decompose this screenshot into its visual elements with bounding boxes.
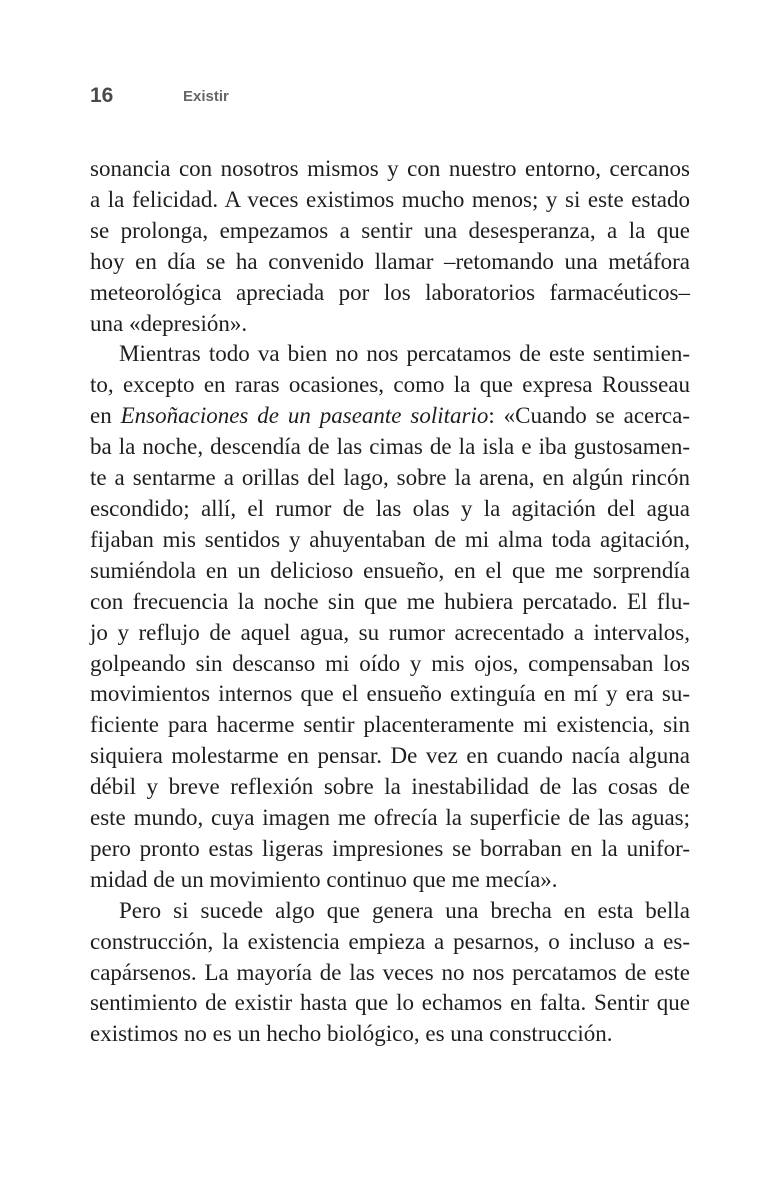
text-line: sentimiento de existir hasta que lo echamos en falta. Sentir que (90, 990, 690, 1016)
text-line: una «depresión». (90, 310, 248, 336)
text-line: sumiéndola en un delicioso ensueño, en el que me sorprendía (90, 557, 690, 583)
paragraph-3 (90, 896, 690, 1051)
book-title: Ensoñaciones de un paseante solitario (120, 403, 489, 429)
body-text (90, 154, 690, 1050)
text-line: con frecuencia la noche sin que me hubiera percatado. El flu- (90, 588, 690, 614)
text-line: movimientos internos que el ensueño extinguía en mí y era su- (90, 681, 690, 707)
text-line: se prolonga, empezamos a sentir una desesperanza, a la que (90, 217, 690, 243)
text-line: golpeando sin descanso mi oído y mis ojos, compensaban los (90, 650, 690, 676)
text-line: a la felicidad. A veces existimos mucho menos; y si este estado (90, 186, 690, 212)
running-title: Existir (183, 88, 229, 105)
text-line: escondido; allí, el rumor de las olas y la agitación del agua (90, 495, 690, 521)
running-head (90, 84, 690, 110)
text-line: Mientras todo va bien no nos percatamos de este sentimien- (119, 341, 690, 367)
page-number: 16 (90, 84, 114, 107)
text-line: Pero si sucede algo que genera una brecha en esta bella (119, 897, 690, 923)
text-line: fijaban mis sentidos y ahuyentaban de mi alma toda agitación, (90, 526, 690, 552)
text-line: capársenos. La mayoría de las veces no nos percatamos de este (90, 959, 690, 985)
text-line: to, excepto en raras ocasiones, como la que expresa Rousseau (90, 372, 690, 398)
text-line: jo y reflujo de aquel agua, su rumor acrecentado a intervalos, (90, 619, 690, 645)
text-line: débil y breve reflexión sobre la inestabilidad de las cosas de (90, 774, 690, 800)
text-line: te a sentarme a orillas del lago, sobre la arena, en algún rincón (90, 465, 690, 491)
text-fragment: : «Cuando se acerca- (488, 403, 690, 429)
text-fragment: en (90, 403, 121, 429)
text-line: existimos no es un hecho biológico, es una construcción. (90, 1021, 613, 1047)
text-line: meteorológica apreciada por los laboratorios farmacéuticos– (90, 279, 690, 305)
text-line: siquiera molestarme en pensar. De vez en cuando nacía alguna (90, 743, 690, 769)
text-line: sonancia con nosotros mismos y con nuestro entorno, cercanos (90, 156, 690, 181)
text-line: pero pronto estas ligeras impresiones se borraban en la unifor- (90, 835, 690, 861)
text-line: midad de un movimiento continuo que me mecía». (90, 866, 558, 892)
text-line: ba la noche, descendía de las cimas de la isla e iba gustosamen- (90, 434, 690, 460)
paragraph-1 (90, 154, 690, 339)
paragraph-2 (90, 339, 690, 895)
text-line-with-title (90, 401, 690, 432)
text-line: hoy en día se ha convenido llamar –retomando una metáfora (90, 248, 690, 274)
text-line: este mundo, cuya imagen me ofrecía la superficie de las aguas; (90, 805, 690, 831)
text-line: construcción, la existencia empieza a pesarnos, o incluso a es- (90, 928, 690, 954)
text-line: ficiente para hacerme sentir placenteramente mi existencia, sin (90, 712, 690, 738)
